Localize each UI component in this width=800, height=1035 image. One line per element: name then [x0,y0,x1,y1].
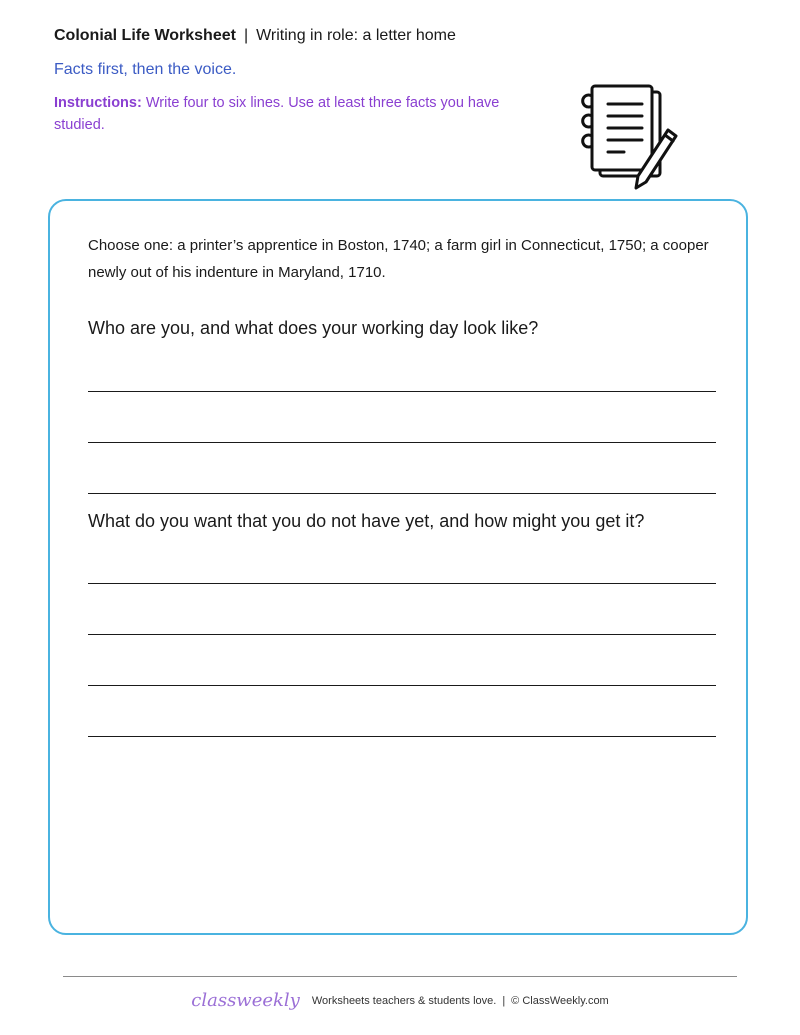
footer-slogan: Worksheets teachers & students love. [311,995,497,1007]
tagline: Facts first, then the voice. [54,61,237,78]
answer-line[interactable] [88,442,716,443]
answer-line[interactable] [88,634,716,635]
answer-line[interactable] [88,583,716,584]
answer-line[interactable] [88,685,716,686]
footer-copyright: © ClassWeekly.com [511,995,609,1007]
question-1: Who are you, and what does your working day look like? [88,318,539,338]
title-separator: | [243,27,249,44]
answer-line[interactable] [88,493,716,494]
instructions-label: Instructions: [54,95,142,111]
writing-panel [48,199,748,935]
worksheet-subtitle: Writing in role: a letter home [256,27,456,44]
answer-line[interactable] [88,736,716,737]
prompt-text: Choose one: a printer’s apprentice in Boston, 1740; a farm girl in Connecticut, 1750; a cooper newly out of his indenture in Maryland, 1710. [88,237,709,281]
title-line [54,26,574,46]
footer-divider [63,976,737,977]
answer-line[interactable] [88,391,716,392]
instructions-text: Write four to six lines. Use at least three facts you have studied. [54,95,500,133]
worksheet-header [54,26,574,136]
brand-logo: classweekly [191,990,300,1011]
footer-separator: | [502,995,506,1007]
notebook-with-pencil-icon [580,82,686,194]
worksheet-title: Colonial Life Worksheet [54,27,236,44]
instructions [54,92,504,136]
question-2: What do you want that you do not have yet, and how might you get it? [88,511,645,531]
footer [0,990,800,1011]
